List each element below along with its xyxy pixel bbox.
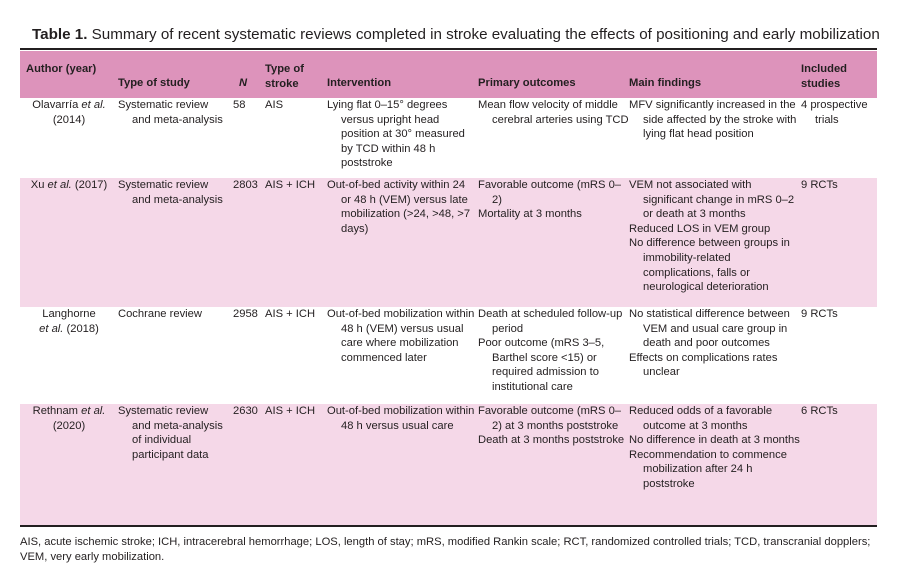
header-row <box>20 51 877 98</box>
intervention-cell: Out-of-bed mobilization within 48 h (VEM) versus usual care where mobilization commenced later <box>327 307 478 404</box>
included-studies-cell: 6 RCTs <box>801 404 877 525</box>
header-intervention: Intervention <box>327 51 478 98</box>
header-author: Author (year) <box>20 51 118 98</box>
table-caption <box>32 26 880 43</box>
header-primary-outcomes: Primary outcomes <box>478 51 629 98</box>
bottom-rule <box>20 525 877 527</box>
header-included-studies: Included studies <box>801 51 877 98</box>
included-studies-cell: 9 RCTs <box>801 178 877 307</box>
main-findings-cell: No statistical difference between VEM and usual care group in death and poor outcomes Effects on complications rates unclear <box>629 307 801 404</box>
main-findings-cell: VEM not associated with significant change in mRS 0–2 or death at 3 months Reduced LOS in VEM group No difference between groups in immobility-related complications, falls or neurological deterioration <box>629 178 801 307</box>
header-type-of-study: Type of study <box>118 51 229 98</box>
intervention-cell: Lying flat 0–15° degrees versus upright head position at 30° measured by TCD within 48 h poststroke <box>327 98 478 178</box>
table-row <box>20 178 877 307</box>
stroke-cell: AIS + ICH <box>265 307 327 404</box>
primary-outcomes-cell: Favorable outcome (mRS 0–2) Mortality at 3 months <box>478 178 629 307</box>
author-cell: Rethnam et al. (2020) <box>20 404 118 525</box>
n-cell: 2630 <box>229 404 265 525</box>
summary-table <box>20 51 877 525</box>
top-rule <box>20 48 877 50</box>
n-cell: 2803 <box>229 178 265 307</box>
main-findings-cell: Reduced odds of a favorable outcome at 3 months No difference in death at 3 months Recommendation to commence mobilization after 24 h poststroke <box>629 404 801 525</box>
type-of-study-cell: Systematic review and meta-analysis <box>118 98 229 178</box>
primary-outcomes-cell: Death at scheduled follow-up period Poor outcome (mRS 3–5, Barthel score <15) or required admission to institutional care <box>478 307 629 404</box>
author-cell: Xu et al. (2017) <box>20 178 118 307</box>
main-findings-cell: MFV significantly increased in the side affected by the stroke with lying flat head position <box>629 98 801 178</box>
type-of-study-cell: Systematic review and meta-analysis of individual participant data <box>118 404 229 525</box>
stroke-cell: AIS <box>265 98 327 178</box>
included-studies-cell: 4 prospective trials <box>801 98 877 178</box>
table-row <box>20 98 877 178</box>
author-cell: Langhorne et al. (2018) <box>20 307 118 404</box>
intervention-cell: Out-of-bed activity within 24 or 48 h (VEM) versus late mobilization (>24, >48, >7 days) <box>327 178 478 307</box>
type-of-study-cell: Systematic review and meta-analysis <box>118 178 229 307</box>
table-row <box>20 307 877 404</box>
table-row <box>20 404 877 525</box>
header-main-findings: Main findings <box>629 51 801 98</box>
included-studies-cell: 9 RCTs <box>801 307 877 404</box>
n-cell: 2958 <box>229 307 265 404</box>
stroke-cell: AIS + ICH <box>265 178 327 307</box>
type-of-study-cell: Cochrane review <box>118 307 229 404</box>
intervention-cell: Out-of-bed mobilization within 48 h versus usual care <box>327 404 478 525</box>
header-n: N <box>229 51 265 98</box>
header-type-of-stroke: Type of stroke <box>265 51 327 98</box>
author-cell: Olavarría et al. (2014) <box>20 98 118 178</box>
table-caption-text: Summary of recent systematic reviews completed in stroke evaluating the effects of positioning and early mobilization <box>87 26 880 43</box>
table-footnote: AIS, acute ischemic stroke; ICH, intracerebral hemorrhage; LOS, length of stay; mRS, modified Rankin scale; RCT, randomized controlled trials; TCD, transcranial dopplers; VEM, very early mobilization. <box>20 536 871 564</box>
primary-outcomes-cell: Mean flow velocity of middle cerebral arteries using TCD <box>478 98 629 178</box>
primary-outcomes-cell: Favorable outcome (mRS 0–2) at 3 months poststroke Death at 3 months poststroke <box>478 404 629 525</box>
n-cell: 58 <box>229 98 265 178</box>
table-caption-label: Table 1. <box>32 26 88 43</box>
stroke-cell: AIS + ICH <box>265 404 327 525</box>
